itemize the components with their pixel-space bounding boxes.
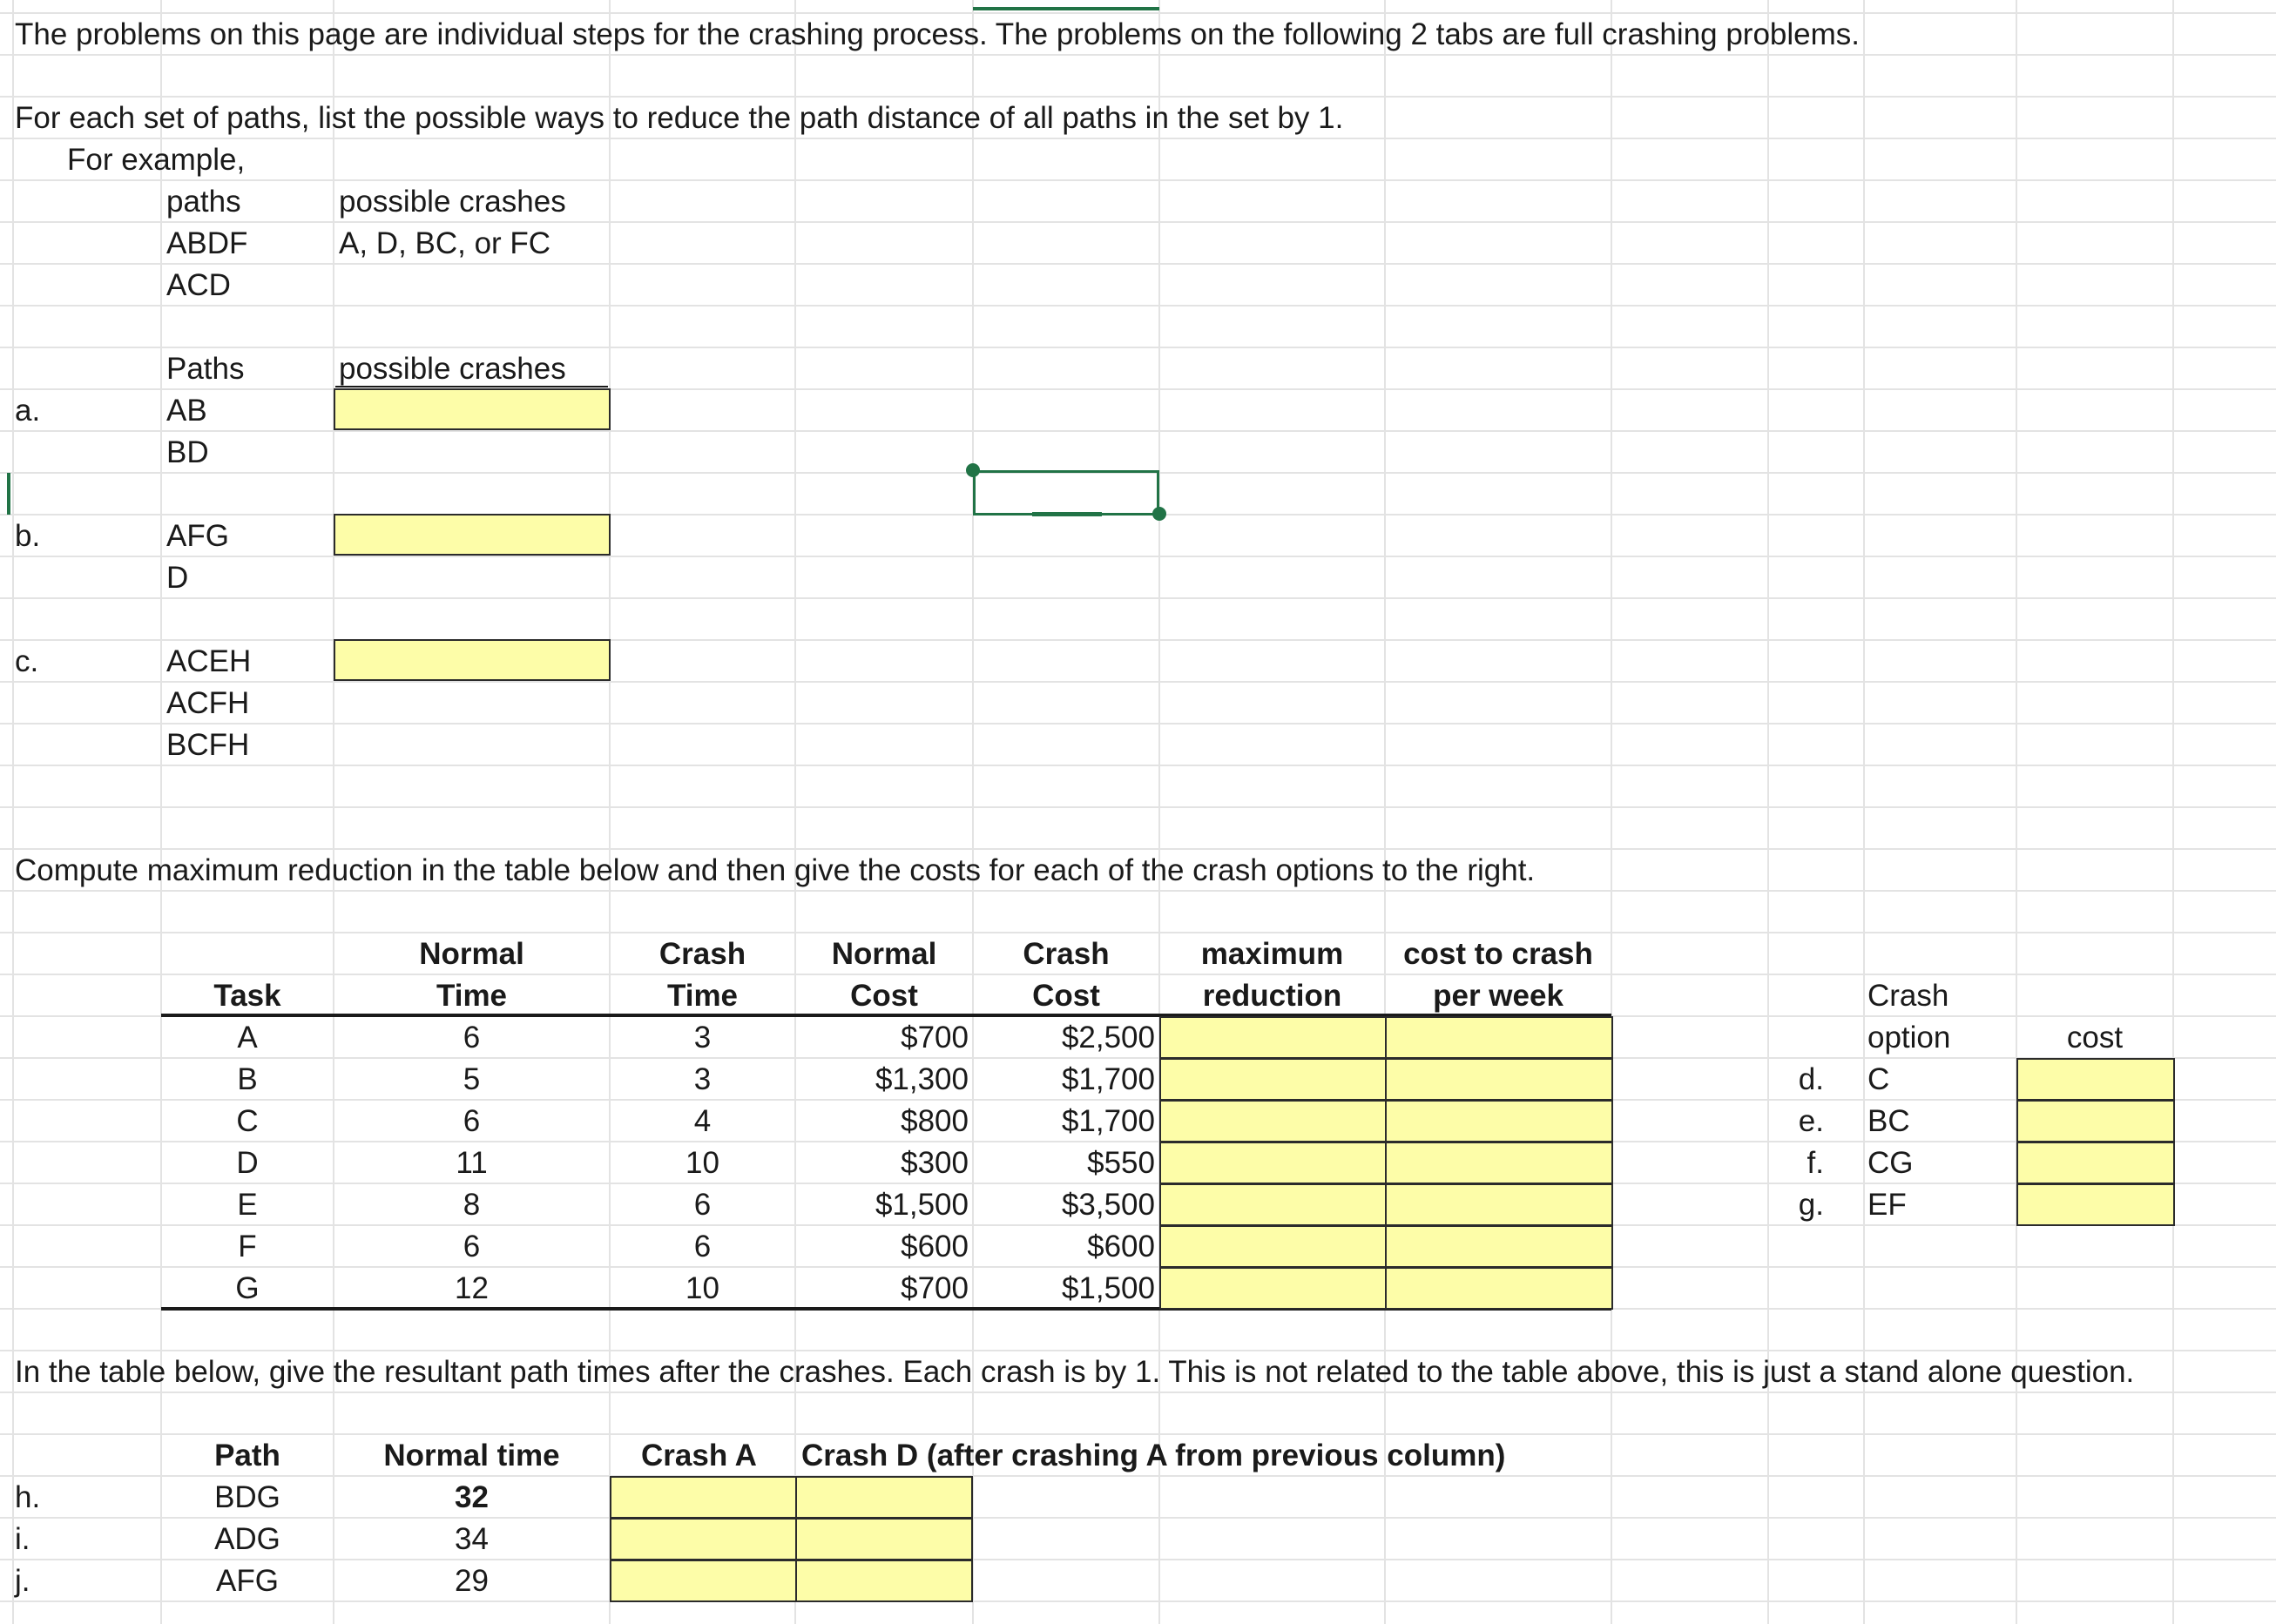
normal-time-cell: 6 [463,1104,481,1138]
crash-time-cell: 6 [693,1188,712,1222]
part1-header-underline [335,386,608,387]
part3-instruction: In the table below, give the resultant path times after the crashes. Each crash is by 1. This is not related to the table above, this is just a stand alone question. [15,1355,2135,1389]
normal-cost-cell: $300 [901,1146,969,1180]
problem-path: BD [166,435,209,469]
answer-cell-a[interactable] [334,388,611,430]
problem-label: b. [15,519,41,553]
crash-d-input[interactable] [795,1518,973,1560]
selection-fill-handle[interactable] [1152,507,1166,521]
cost-per-week-input[interactable] [1385,1183,1613,1226]
col-header-task: Task [213,979,281,1013]
normal-cost-cell: $1,500 [875,1188,969,1222]
answer-cell-b[interactable] [334,514,611,556]
path-row-label: i. [15,1522,30,1556]
col-header-crash-cost: Cost [1032,979,1100,1013]
task-cell: F [238,1230,257,1263]
col-header-crash-time: Time [666,979,739,1013]
selection-range-dash [1032,512,1102,516]
option-value: BC [1867,1104,1910,1138]
max-reduction-input[interactable] [1159,1183,1387,1226]
crash-time-cell: 6 [693,1230,712,1263]
problem-path: AFG [166,519,229,553]
example-header-crashes: possible crashes [339,185,566,219]
crash-cost-cell: $1,700 [1061,1104,1155,1138]
intro-line-2: For each set of paths, list the possible ways to reduce the path distance of all paths in the set by 1. [15,101,1344,135]
crash-time-cell: 10 [686,1271,719,1305]
col-header-max-reduction: maximum [1200,937,1344,971]
cost-per-week-input[interactable] [1385,1267,1613,1310]
selected-cell[interactable] [973,470,1159,516]
max-reduction-input[interactable] [1159,1100,1387,1142]
normal-time-cell: 11 [456,1146,488,1180]
task-cell: B [237,1062,258,1096]
path-normal-time-cell: 34 [455,1522,489,1556]
normal-time-cell: 6 [463,1230,481,1263]
crash-cost-cell: $1,700 [1061,1062,1155,1096]
col-header-max-reduction: reduction [1202,979,1342,1013]
path-cell: BDG [214,1480,280,1514]
col-header-crash-d: Crash D (after crashing A from previous column) [801,1439,1506,1472]
normal-time-cell: 6 [463,1021,481,1055]
cost-per-week-input[interactable] [1385,1100,1613,1142]
col-header-crash-cost: Crash [1023,937,1110,971]
normal-cost-cell: $600 [901,1230,969,1263]
option-cost-input[interactable] [2016,1100,2175,1142]
example-path: ACD [166,268,231,302]
col-header-crash-a: Crash A [641,1439,757,1472]
option-cost-input[interactable] [2016,1142,2175,1184]
task-cell: G [235,1271,260,1305]
crash-cost-cell: $2,500 [1061,1021,1155,1055]
path-normal-time-cell: 32 [455,1480,489,1514]
crash-d-input[interactable] [795,1560,973,1602]
normal-time-cell: 12 [455,1271,489,1305]
part2-instruction: Compute maximum reduction in the table below and then give the costs for each of the crash options to the right. [15,853,1536,887]
option-label: d. [1798,1062,1824,1096]
col-header-cost-per-week: cost to crash [1403,937,1593,971]
problem-path: AB [166,394,207,428]
col-header-path: Path [214,1439,280,1472]
task-cell: E [237,1188,258,1222]
max-reduction-input[interactable] [1159,1058,1387,1101]
path-row-label: h. [15,1480,41,1514]
task-cell: A [237,1021,258,1055]
example-header-paths: paths [166,185,241,219]
col-header-normal-cost: Cost [850,979,918,1013]
crash-a-input[interactable] [610,1518,797,1560]
option-cost-input[interactable] [2016,1183,2175,1226]
max-reduction-input[interactable] [1159,1016,1387,1059]
normal-cost-cell: $700 [901,1021,969,1055]
problem-path: D [166,561,189,595]
normal-time-cell: 8 [463,1188,481,1222]
example-path: ABDF [166,226,248,260]
col-header-normal-time: Time [436,979,508,1013]
selection-start-handle[interactable] [966,463,980,477]
crash-time-cell: 3 [693,1021,712,1055]
task-cell: C [236,1104,259,1138]
option-label: f. [1807,1146,1824,1180]
crash-time-cell: 4 [693,1104,712,1138]
path-cell: ADG [214,1522,280,1556]
cost-per-week-input[interactable] [1385,1058,1613,1101]
cost-per-week-input[interactable] [1385,1225,1613,1268]
max-reduction-input[interactable] [1159,1225,1387,1268]
option-label: g. [1798,1188,1824,1222]
crash-cost-cell: $600 [1087,1230,1155,1263]
path-row-label: j. [15,1564,30,1598]
intro-line-1: The problems on this page are individual steps for the crashing process. The problems on the following 2 tabs are full crashing problems. [15,17,1860,51]
problem-path: BCFH [166,728,250,762]
col-header-normal-time: Normal time [383,1439,560,1472]
max-reduction-input[interactable] [1159,1267,1387,1310]
problem-label: c. [15,644,39,678]
problem-path: ACFH [166,686,250,720]
path-cell: AFG [216,1564,279,1598]
crash-time-cell: 3 [693,1062,712,1096]
option-value: C [1867,1062,1890,1096]
normal-time-cell: 5 [463,1062,481,1096]
options-header-option: Crash [1867,979,1949,1013]
crash-cost-cell: $1,500 [1061,1271,1155,1305]
answer-cell-c[interactable] [334,639,611,681]
active-row-indicator [7,473,10,515]
options-header-cost: cost [2066,1021,2124,1055]
problem-label: a. [15,394,41,428]
part1-header-paths: Paths [166,352,245,386]
normal-cost-cell: $800 [901,1104,969,1138]
active-column-indicator [973,7,1159,10]
col-header-normal-time: Normal [419,937,524,971]
crash-cost-cell: $550 [1087,1146,1155,1180]
crash-cost-cell: $3,500 [1061,1188,1155,1222]
part1-header-crashes: possible crashes [339,352,566,386]
example-label: For example, [67,143,246,177]
option-value: CG [1867,1146,1914,1180]
task-cell: D [236,1146,259,1180]
option-label: e. [1798,1104,1824,1138]
cost-per-week-input[interactable] [1385,1142,1613,1184]
option-value: EF [1867,1188,1907,1222]
crash-time-cell: 10 [686,1146,719,1180]
max-reduction-input[interactable] [1159,1142,1387,1184]
col-header-normal-cost: Normal [831,937,937,971]
crash-a-input[interactable] [610,1560,797,1602]
option-cost-input[interactable] [2016,1058,2175,1101]
options-header-option: option [1867,1021,1951,1055]
problem-path: ACEH [166,644,252,678]
col-header-cost-per-week: per week [1433,979,1563,1013]
example-crashes: A, D, BC, or FC [339,226,551,260]
crash-a-input[interactable] [610,1476,797,1519]
col-header-crash-time: Crash [658,937,746,971]
crash-d-input[interactable] [795,1476,973,1519]
path-normal-time-cell: 29 [455,1564,489,1598]
normal-cost-cell: $1,300 [875,1062,969,1096]
normal-cost-cell: $700 [901,1271,969,1305]
cost-per-week-input[interactable] [1385,1016,1613,1059]
